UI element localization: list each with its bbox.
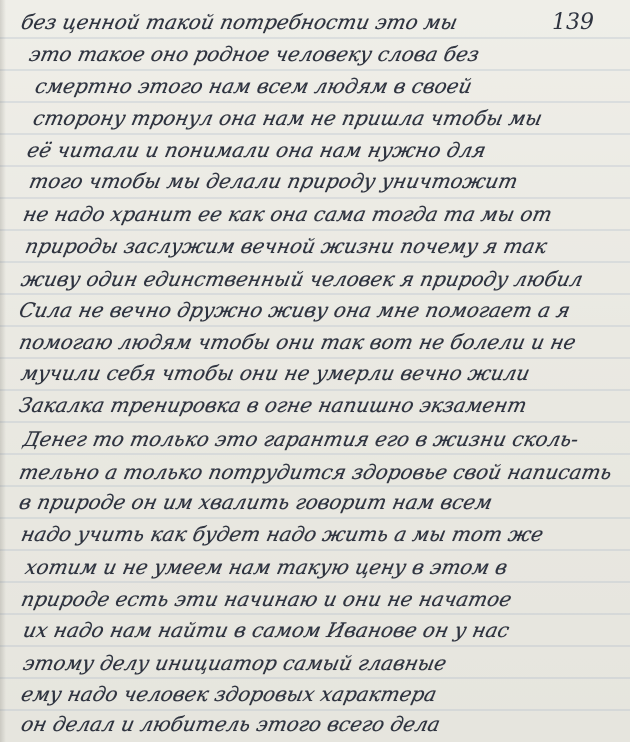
text-line: смертно этого нам всем людям в своей	[33, 74, 475, 98]
text-line: сторону тронул она нам не пришла чтобы мы	[31, 106, 545, 130]
text-line: ему надо человек здоровых характера	[19, 682, 439, 706]
text-line: живу один единственный человек я природу любил	[19, 267, 586, 291]
text-line: надо учить как будет надо жить а мы тот же	[19, 522, 546, 546]
page-number: 139	[552, 10, 594, 35]
text-line: Сила не вечно дружно живу она мне помогает а я	[17, 298, 573, 322]
text-line: тельно а только потрудится здоровье свой написать	[17, 460, 615, 484]
text-line: мучили себя чтобы они не умерли вечно жили	[19, 361, 533, 385]
text-line: их надо нам найти в самом Иванове он у нас	[21, 618, 512, 642]
text-line: того чтобы мы делали природу уничтожит	[27, 169, 521, 193]
text-line: помогаю людям чтобы они так вот не болели и не	[17, 330, 579, 354]
text-line: Денег то только это гарантия его в жизни сколь-	[21, 427, 581, 451]
text-line: хотим и не умеем нам такую цену в этом в	[23, 555, 510, 579]
text-line: в природе он им хвалить говорит нам всем	[17, 490, 495, 514]
text-line: её читали и понимали она нам нужно для	[25, 138, 489, 162]
text-line: природе есть эти начинаю и они не начатое	[19, 587, 514, 611]
text-line: природы заслужим вечной жизни почему я так	[23, 234, 550, 258]
text-line: не надо хранит ее как она сама тогда та мы от	[21, 202, 555, 226]
text-line: этому делу инициатор самый главные	[21, 651, 449, 675]
text-line: это такое оно родное человеку слова без	[27, 42, 482, 66]
text-line: без ценной такой потребности это мы	[19, 10, 460, 34]
page-edge-shadow	[0, 0, 6, 742]
text-line: Закалка тренировка в огне напишно экзамент	[17, 393, 530, 417]
text-line: он делал и любитель этого всего дела	[19, 712, 443, 736]
